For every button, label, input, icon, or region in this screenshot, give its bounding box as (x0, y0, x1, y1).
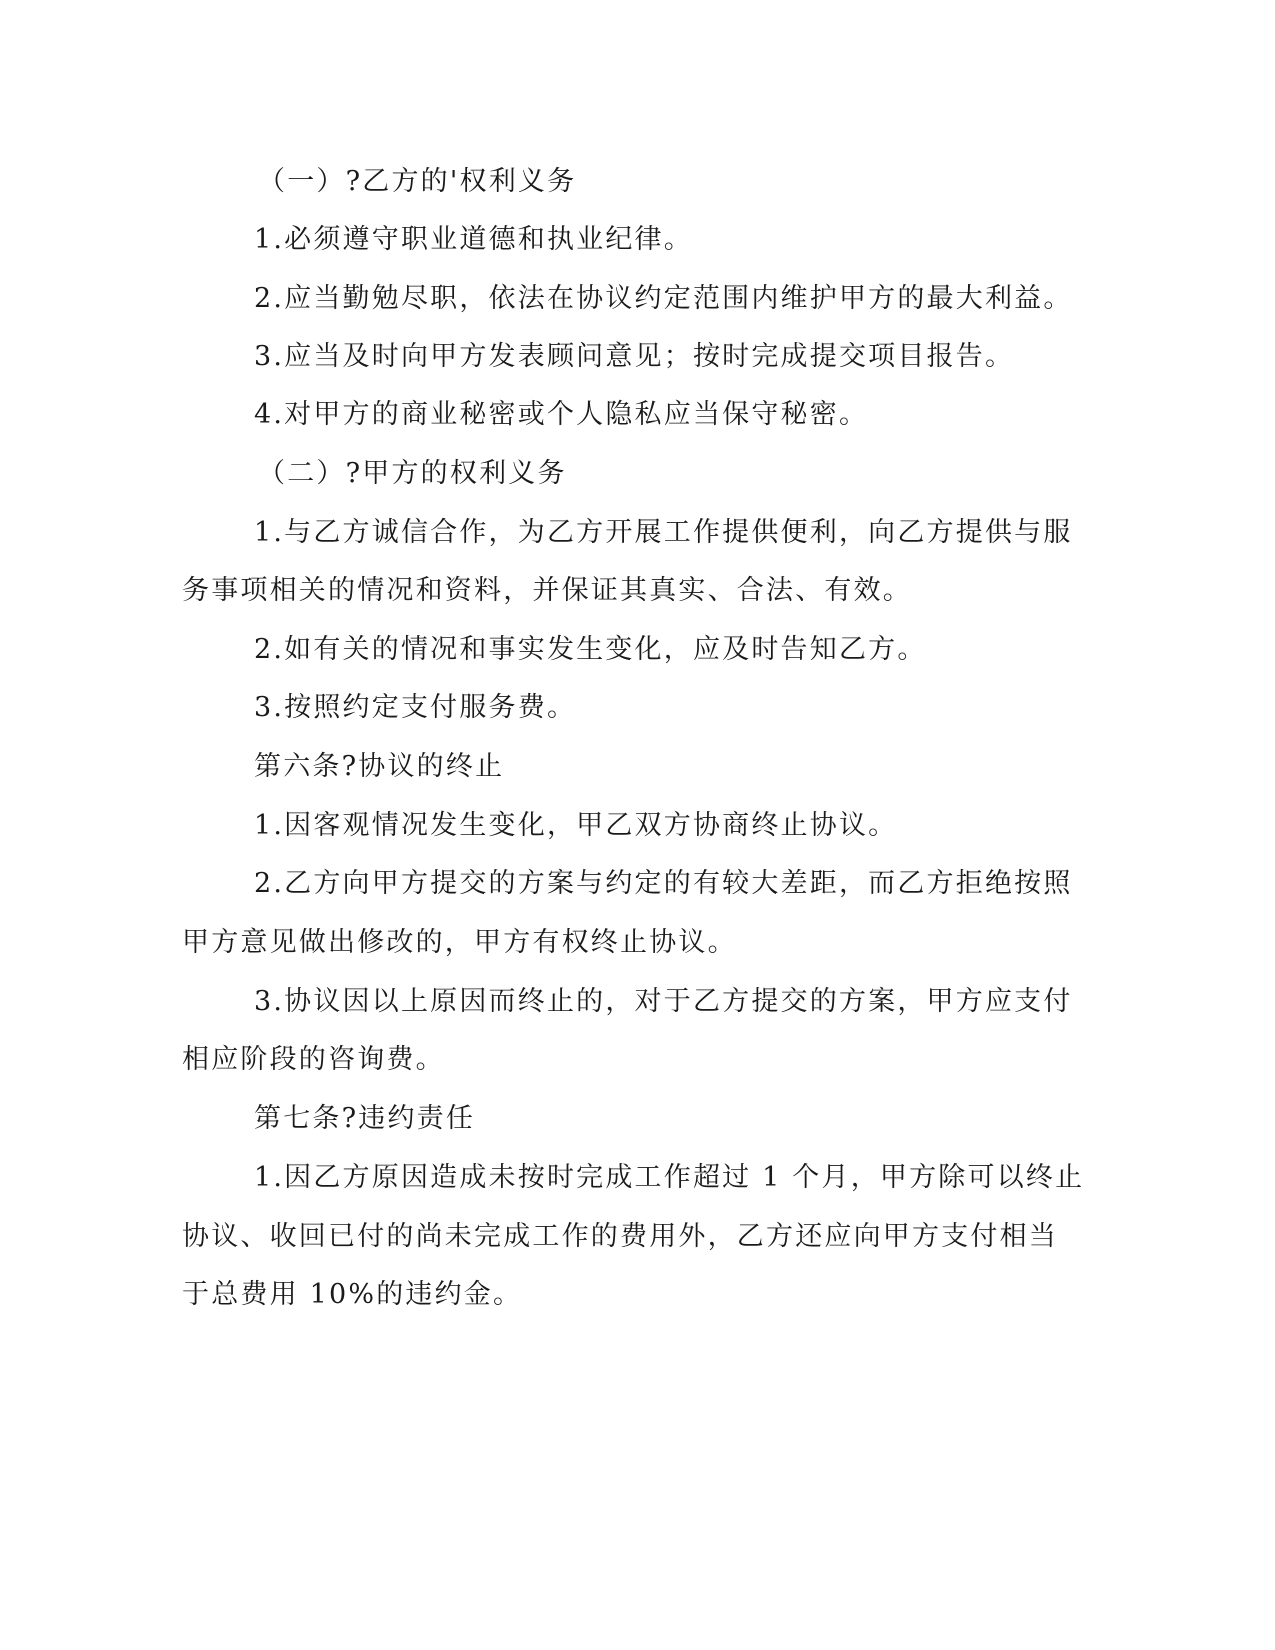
article-6-heading: 第六条?协议的终止 (254, 751, 505, 782)
article-7-heading: 第七条?违约责任 (254, 1103, 476, 1134)
paragraph-party-b-item-2: 2.应当勤勉尽职，依法在协议约定范围内维护甲方的最大利益。 (254, 283, 1073, 314)
paragraph-article-6-item-3-line-2: 相应阶段的咨询费。 (182, 1044, 445, 1075)
paragraph-party-a-item-3: 3.按照约定支付服务费。 (254, 692, 577, 723)
paragraph-article-6-item-3-line-1: 3.协议因以上原因而终止的，对于乙方提交的方案，甲方应支付 (254, 986, 1073, 1017)
paragraph-article-6-item-2-line-1: 2.乙方向甲方提交的方案与约定的有较大差距，而乙方拒绝按照 (254, 868, 1073, 899)
section-heading-party-b-rights: （一）?乙方的'权利义务 (258, 166, 577, 197)
paragraph-article-6-item-2-line-2: 甲方意见做出修改的，甲方有权终止协议。 (182, 927, 737, 958)
section-heading-party-a-rights: （二）?甲方的权利义务 (258, 458, 567, 489)
paragraph-party-b-item-4: 4.对甲方的商业秘密或个人隐私应当保守秘密。 (254, 399, 869, 430)
paragraph-article-7-item-1-line-2: 协议、收回已付的尚未完成工作的费用外，乙方还应向甲方支付相当 (182, 1221, 1058, 1252)
paragraph-party-a-item-2: 2.如有关的情况和事实发生变化，应及时告知乙方。 (254, 634, 927, 665)
paragraph-article-7-item-1-line-3: 于总费用 10%的违约金。 (182, 1279, 523, 1310)
paragraph-article-7-item-1-line-1: 1.因乙方原因造成未按时完成工作超过 1 个月，甲方除可以终止 (254, 1162, 1085, 1193)
paragraph-party-b-item-1: 1.必须遵守职业道德和执业纪律。 (254, 224, 693, 255)
paragraph-article-6-item-1: 1.因客观情况发生变化，甲乙双方协商终止协议。 (254, 810, 898, 841)
paragraph-party-a-item-1-line-2: 务事项相关的情况和资料，并保证其真实、合法、有效。 (182, 575, 912, 606)
paragraph-party-a-item-1-line-1: 1.与乙方诚信合作，为乙方开展工作提供便利，向乙方提供与服 (254, 517, 1073, 548)
paragraph-party-b-item-3: 3.应当及时向甲方发表顾问意见；按时完成提交项目报告。 (254, 341, 1015, 372)
